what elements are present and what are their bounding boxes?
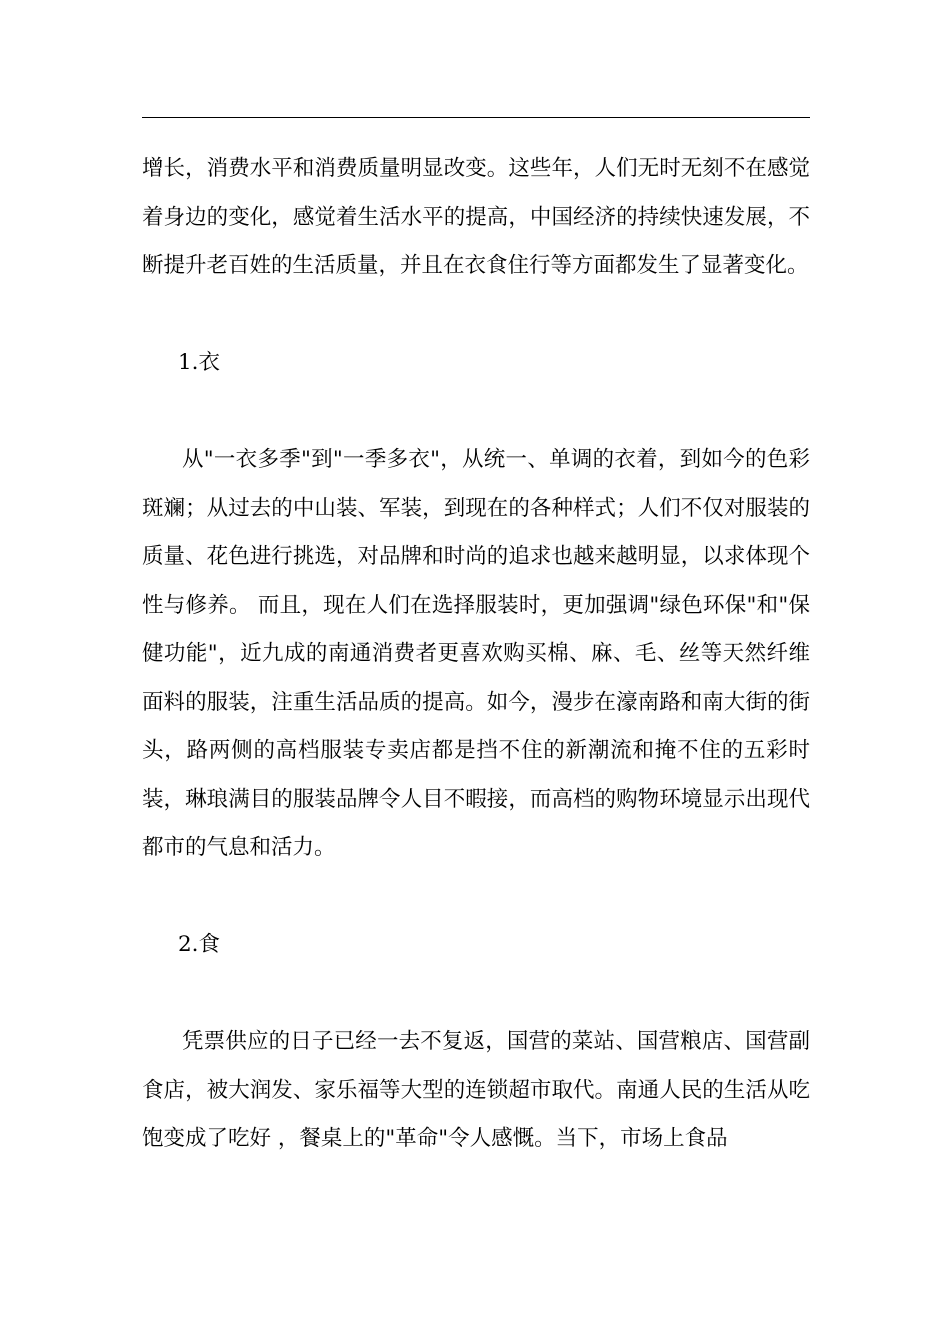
section-heading-food: 2.食 [178, 932, 221, 957]
paragraph-gap [142, 291, 810, 340]
paragraph-gap [142, 388, 810, 437]
paragraph-gap [142, 873, 810, 922]
paragraph-gap [142, 970, 810, 1019]
food-paragraph: 凭票供应的日子已经一去不复返，国营的菜站、国营粮店、国营副食店，被大润发、家乐福等大型的连锁超市取代。南通人民的生活从吃饱变成了吃好 ，餐桌上的"革命"令人感慨。当下，市场上食品 [142, 1029, 810, 1151]
header-rule [142, 117, 810, 118]
intro-paragraph: 增长，消费水平和消费质量明显改变。这些年，人们无时无刻不在感觉着身边的变化，感觉着生活水平的提高，中国经济的持续快速发展，不断提升老百姓的生活质量，并且在衣食住行等方面都发生了显著变化。 [142, 156, 810, 278]
section-heading-clothing: 1.衣 [178, 350, 221, 375]
document-body [142, 145, 810, 1164]
clothing-paragraph: 从"一衣多季"到"一季多衣"，从统一、单调的衣着，到如今的色彩斑斓；从过去的中山装、军装，到现在的各种样式；人们不仅对服装的质量、花色进行挑选，对品牌和时尚的追求也越来越明显，以求体现个性与修养。 而且，现在人们在选择服装时，更加强调"绿色环保"和"保健功能"，近九成的南通消费者更喜欢购买棉、麻、毛、丝等天然纤维面料的服装，注重生活品质的提高。如今，漫步在濠南路和南大街的街头，路两侧的高档服装专卖店都是挡不住的新潮流和掩不住的五彩时装，琳琅满目的服装品牌令人目不暇接，而高档的购物环境显示出现代都市的气息和活力。 [142, 447, 810, 860]
